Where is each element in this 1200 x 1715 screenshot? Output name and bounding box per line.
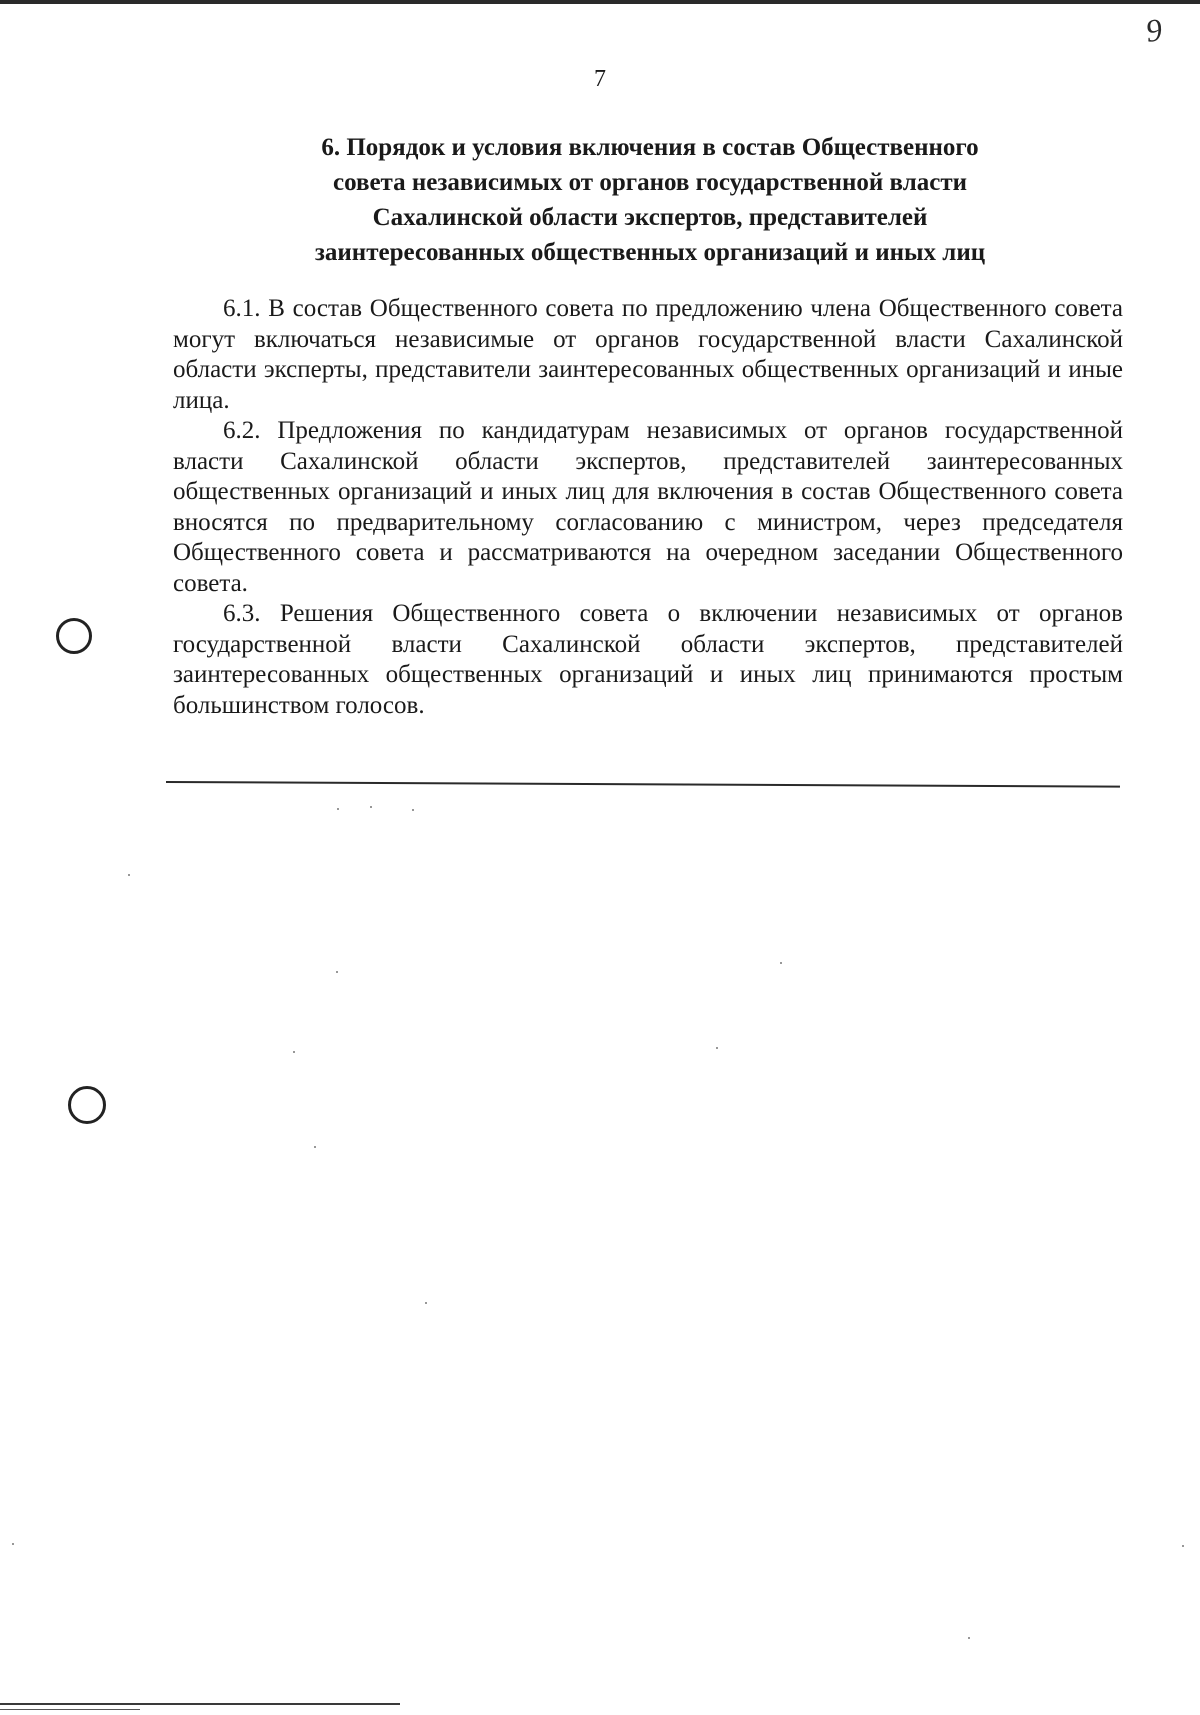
scan-speck: [780, 962, 782, 964]
punch-hole-mark: [68, 1086, 106, 1124]
scan-speck: [128, 874, 130, 876]
clause-6-2: 6.2. Предложения по кандидатурам независимых от органов государственной власти Сахалинской области экспертов, представителей заинтересованных общественных организаций и иных лиц для включения в состав Общественного совета вносятся по предварительному согласованию с министром, через председателя Общественного совета и рассматриваются на очередном заседании Общественного совета.: [173, 417, 1123, 597]
scan-edge-bottom: [0, 1709, 140, 1710]
clause-6-3: 6.3. Решения Общественного совета о включении независимых от органов государственной власти Сахалинской области экспертов, представителей заинтересованных общественных организаций и иных лиц принимаются простым большинством голосов.: [173, 600, 1123, 719]
section-heading: [240, 130, 1060, 270]
scan-speck: [12, 1543, 14, 1545]
scan-speck: [336, 971, 338, 973]
page-number: 7: [594, 66, 606, 92]
scan-speck: [1182, 1545, 1184, 1547]
section-body: [173, 294, 1123, 721]
scan-speck: [314, 1146, 316, 1148]
scan-speck: [293, 1051, 295, 1053]
scan-speck: [968, 1637, 970, 1639]
scan-speck: [425, 1302, 427, 1304]
scan-edge-bottom: [0, 1703, 400, 1705]
scan-speck: [337, 808, 339, 810]
section-heading-line: заинтересованных общественных организаций и иных лиц: [314, 239, 986, 266]
scan-edge-top: [0, 0, 1200, 4]
scan-speck: [370, 806, 372, 808]
section-heading-line: 6. Порядок и условия включения в состав Общественного: [321, 134, 979, 161]
section-heading-line: совета независимых от органов государственной власти: [332, 169, 968, 196]
section-heading-line: Сахалинской области экспертов, представителей: [372, 204, 928, 231]
end-of-text-rule: [166, 781, 1120, 788]
punch-hole-mark: [56, 618, 92, 654]
handwritten-sheet-number: 9: [1143, 11, 1165, 49]
clause-6-1: 6.1. В состав Общественного совета по предложению члена Общественного совета могут включаться независимые от органов государственной власти Сахалинской области эксперты, представители заинтересованных общественных организаций и иные лица.: [173, 295, 1123, 414]
scan-speck: [412, 809, 414, 811]
scan-speck: [716, 1047, 718, 1049]
